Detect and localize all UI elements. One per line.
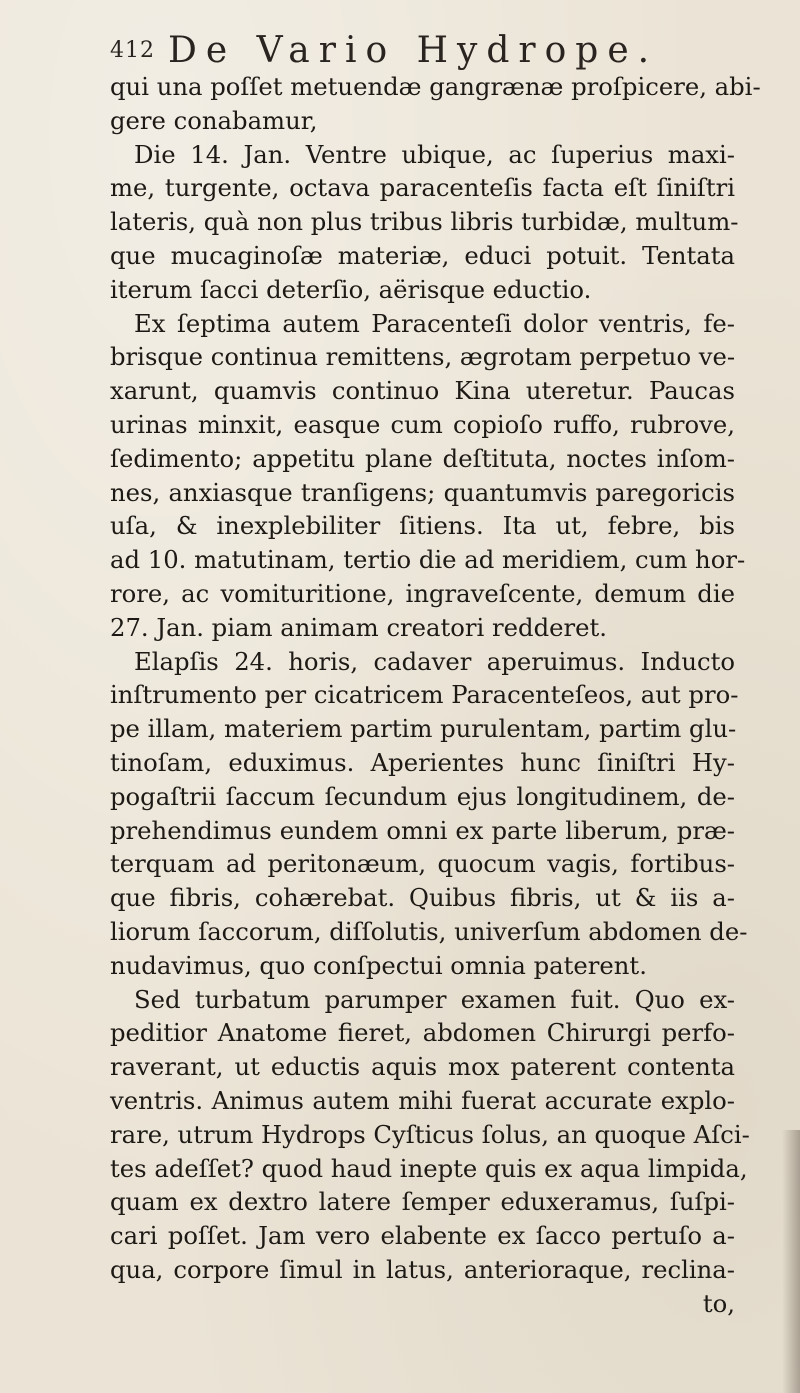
page-number: 412 bbox=[110, 38, 155, 63]
text-line: que mucaginoſæ materiæ, educi potuit. Tentata bbox=[110, 240, 735, 270]
text-line: pe illam, materiem partim purulentam, partim glu- bbox=[110, 714, 737, 744]
text-line: qui una poſſet metuendæ gangrænæ proſpicere, abi- bbox=[110, 72, 761, 101]
running-head: De Vario Hydrope. bbox=[168, 30, 659, 71]
body-text bbox=[110, 70, 761, 1320]
catchword-line: to, bbox=[702, 1288, 735, 1318]
text-line: nes, anxiasque tranſigens; quantumvis paregoricis bbox=[110, 477, 735, 507]
text-line: me, turgente, octava paracenteſis facta eſt ſiniſtri bbox=[110, 173, 735, 203]
text-line: Die 14. Jan. Ventre ubique, ac ſuperius maxi- bbox=[134, 139, 735, 169]
text-line: cari poſſet. Jam vero elabente ex ſacco pertuſo a- bbox=[110, 1221, 735, 1251]
text-line: urinas minxit, easque cum copioſo ruffo, rubrove, bbox=[110, 409, 735, 439]
text-line: rare, utrum Hydrops Cyſticus ſolus, an quoque Aſci- bbox=[110, 1119, 750, 1149]
text-line: peditior Anatome fieret, abdomen Chirurgi perfo- bbox=[110, 1018, 735, 1048]
text-line: brisque continua remittens, ægrotam perpetuo ve- bbox=[110, 342, 736, 372]
text-line: liorum ſaccorum, diſſolutis, univerſum abdomen de- bbox=[110, 916, 748, 946]
text-line: prehendimus eundem omni ex parte liberum, præ- bbox=[110, 815, 735, 845]
text-line: uſa, & inexplebiliter ſitiens. Ita ut, febre, bis bbox=[110, 511, 735, 541]
text-line: raverant, ut eductis aquis mox paterent contenta bbox=[110, 1052, 735, 1082]
page-header bbox=[110, 30, 670, 70]
text-line: nudavimus, quo conſpectui omnia paterent. bbox=[110, 950, 647, 980]
text-line: tinoſam, eduximus. Aperientes hunc ſiniſtri Hy- bbox=[110, 747, 735, 777]
text-line: ad 10. matutinam, tertio die ad meridiem, cum hor- bbox=[110, 545, 746, 575]
text-line: inſtrumento per cicatricem Paracenteſeos, aut pro- bbox=[110, 680, 739, 710]
text-line: rore, ac vomituritione, ingraveſcente, demum die bbox=[110, 578, 735, 608]
text-line: tes adeſſet? quod haud inepte quis ex aqua limpida, bbox=[110, 1153, 748, 1183]
text-line: xarunt, quamvis continuo Kina uteretur. Paucas bbox=[110, 376, 735, 406]
text-line: pogaſtrii ſaccum ſecundum ejus longitudinem, de- bbox=[110, 781, 735, 811]
text-line: ventris. Animus autem mihi fuerat accurate explo- bbox=[110, 1085, 735, 1115]
text-line: ſedimento; appetitu plane deſtituta, noctes inſom- bbox=[110, 443, 735, 473]
text-line: Sed turbatum parumper examen fuit. Quo ex- bbox=[134, 984, 735, 1014]
text-line: que fibris, cohærebat. Quibus fibris, ut & iis a- bbox=[110, 883, 735, 913]
text-line: gere conabamur, bbox=[110, 105, 318, 135]
text-line: iterum ſacci deterſio, aërisque eductio. bbox=[110, 274, 592, 304]
text-line: terquam ad peritonæum, quocum vagis, fortibus- bbox=[110, 849, 735, 879]
text-line: 27. Jan. piam animam creatori redderet. bbox=[110, 612, 607, 642]
text-line: Elapſis 24. horis, cadaver aperuimus. Inducto bbox=[134, 646, 735, 676]
text-line: quam ex dextro latere ſemper eduxeramus, ſuſpi- bbox=[110, 1187, 735, 1217]
text-line: lateris, quà non plus tribus libris turbidæ, multum- bbox=[110, 207, 739, 237]
text-line: qua, corpore ſimul in latus, anterioraque, reclina- bbox=[110, 1254, 735, 1284]
text-line: Ex ſeptima autem Paracenteſi dolor ventris, fe- bbox=[134, 308, 735, 338]
page-edge-shadow bbox=[782, 1130, 800, 1393]
